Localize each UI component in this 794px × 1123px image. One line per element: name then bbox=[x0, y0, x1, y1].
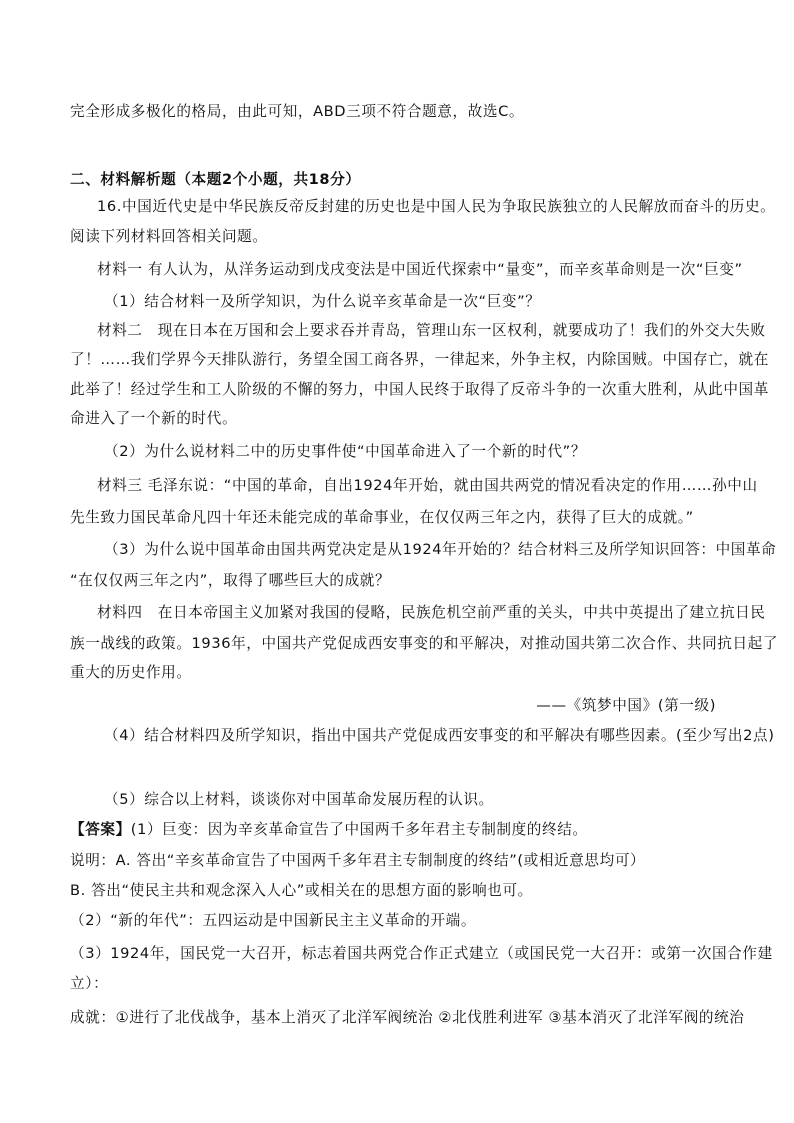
text-line: （2）“新的年代”：五四运动是中国新民主主义革命的开端。 bbox=[70, 912, 477, 929]
text-line: 先生致力国民革命凡四十年还未能完成的革命事业，在仅仅两三年之内，获得了巨大的成就。” bbox=[70, 509, 694, 526]
text-line: 此举了！经过学生和工人阶级的不懈的努力，中国人民终于取得了反帝斗争的一次重大胜利，从此中国革 bbox=[70, 381, 769, 398]
text-line: “在仅仅两三年之内”，取得了哪些巨大的成就？ bbox=[70, 572, 391, 589]
sub-question-1: （1）结合材料一及所学知识，为什么说辛亥革命是一次“巨变”？ bbox=[104, 293, 541, 310]
text-line: 完全形成多极化的格局，由此可知，ABD三项不符合题意，故选C。 bbox=[70, 103, 525, 120]
sub-question-5: （5）综合以上材料，谈谈你对中国革命发展历程的认识。 bbox=[104, 791, 494, 808]
text-line: 重大的历史作用。 bbox=[70, 664, 192, 681]
sub-question-2: （2）为什么说材料二中的历史事件使“中国革命进入了一个新的时代”？ bbox=[104, 443, 587, 460]
text-line: 阅读下列材料回答相关问题。 bbox=[70, 228, 268, 245]
text-line: B. 答出“使民主共和观念深入人心”或相关在的思想方面的影响也可。 bbox=[70, 882, 533, 899]
answer-text: (1）巨变：因为辛亥革命宣告了中国两千多年君主专制制度的终结。 bbox=[130, 821, 588, 838]
text-line: 了！……我们学界今天排队游行，务望全国工商各界，一律起来，外争主权，内除国贼。中国存亡，就在 bbox=[70, 351, 769, 368]
text-line: （3）1924年，国民党一大召开，标志着国共两党合作正式建立（或国民党一大召开：或第一次国合作建 bbox=[70, 945, 773, 962]
answer-label: 【答案】 bbox=[70, 821, 131, 838]
text-line: 命进入了一个新的时代。 bbox=[70, 410, 238, 427]
material-source: ——《筑梦中国》(第一级) bbox=[536, 697, 716, 714]
text-line: 说明：A. 答出“辛亥革命宣告了中国两千多年君主专制制度的终结”(或相近意思均可） bbox=[70, 852, 646, 869]
text-line: 立）： bbox=[70, 975, 109, 992]
material-2: 材料二 现在日本在万国和会上要求吞并青岛，管理山东一区权利，就要成功了！我们的外交大失败 bbox=[97, 322, 766, 339]
material-4: 材料四 在日本帝国主义加紧对我国的侵略，民族危机空前严重的关头，中共中英提出了建立抗日民 bbox=[97, 604, 766, 621]
answer-line bbox=[70, 820, 588, 840]
material-3: 材料三 毛泽东说：“中国的革命，自出1924年开始，就由国共两党的情况看决定的作用……孙中山 bbox=[97, 477, 758, 494]
sub-question-3: （3）为什么说中国革命由国共两党决定是从1924年开始的？结合材料三及所学知识回答：中国革命 bbox=[104, 541, 777, 558]
material-1: 材料一 有人认为，从洋务运动到戊戌变法是中国近代探索中“量变”，而辛亥革命则是一次“巨变” bbox=[97, 261, 743, 278]
text-line: 成就：①进行了北伐战争，基本上消灭了北洋军阀统治 ②北伐胜利进军 ③基本消灭了北洋军阀的统治 bbox=[70, 1009, 745, 1026]
sub-question-4: （4）结合材料四及所学知识，指出中国共产党促成西安事变的和平解决有哪些因素。(至少写出2点) bbox=[104, 727, 775, 744]
question-16-stem: 16.中国近代史是中华民族反帝反封建的历史也是中国人民为争取民族独立的人民解放而奋斗的历史。 bbox=[97, 198, 776, 215]
section-title: 二、材料解析题（本题2个小题，共18分） bbox=[70, 171, 361, 188]
text-line: 族一战线的政策。1936年，中国共产党促成西安事变的和平解决，对推动国共第二次合作、共同抗日起了 bbox=[70, 635, 779, 652]
